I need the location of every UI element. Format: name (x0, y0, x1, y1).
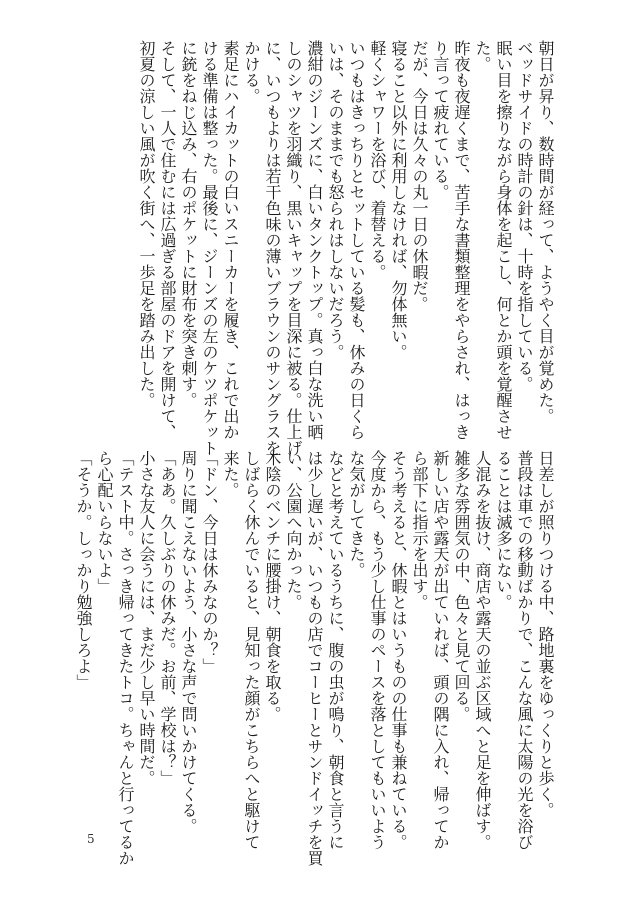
text-line: 濃紺のジーンズに、白いタンクトップ。真っ白な洗い晒 (305, 40, 324, 440)
text-line: ベッドサイドの時計の針は、十時を指している。 (515, 40, 534, 392)
text-line: 軽くシャワーを浴び、着替える。 (368, 40, 387, 280)
text-line: 寝ること以外に利用しなければ、勿体無い。 (389, 40, 408, 360)
text-line: り言って疲れている。 (431, 40, 450, 200)
text-line: 普段は車での移動ばかりで、こんな風に太陽の光を浴び (515, 450, 534, 850)
text-line: 昨夜も夜遅くまで、苦手な書類整理をやらされ、はっき (452, 40, 471, 440)
text-line: などと考えているうちに、腹の虫が鳴り、朝食と言うに (326, 450, 345, 850)
text-line: 「テスト中。さっき帰ってきたトコ。ちゃんと行ってるか (116, 450, 135, 866)
text-line: 来た。 (221, 450, 240, 498)
text-line: ることは滅多にない。 (494, 450, 513, 610)
text-line: は少し遅いが、いつもの店でコーヒーとサンドイッチを買 (305, 450, 324, 866)
text-line: に、いつもよりは若干色味の薄いブラウンのサングラスを (263, 40, 282, 456)
text-line: だが、今日は久々の丸一日の休暇だ。 (410, 40, 429, 312)
text-line: 周りに聞こえないよう、小さな声で問いかけてくる。 (179, 450, 198, 834)
text-line: 雑多な雰囲気の中、色々と見て回る。 (452, 450, 471, 722)
text-line: 木陰のベンチに腰掛け、朝食を取る。 (263, 450, 282, 722)
text-line: そう考えると、休暇とはいうものの仕事も兼ねている。 (389, 450, 408, 850)
text-line: 人混みを抜け、商店や露天の並ぶ区域へと足を伸ばす。 (473, 450, 492, 850)
text-line: そして、一人で住むには広過ぎる部屋のドアを開けて、 (158, 40, 177, 440)
page-number: 5 (87, 832, 95, 846)
text-line: 素足にハイカットの白いスニーカーを履き、これで出か (221, 40, 240, 440)
text-line: 新しい店や露天が出ていれば、頭の隅に入れ、帰ってか (431, 450, 450, 850)
text-line: しばらく休んでいると、見知った顔がこちらへと駆けて (242, 450, 261, 850)
text-block-bottom (74, 450, 556, 866)
text-line: に銃をねじ込み、右のポケットに財布を突き刺す。 (179, 40, 198, 408)
text-line: 眠い目を擦りながら身体を起こし、何とか頭を覚醒させ (494, 40, 513, 440)
text-line: ける準備は整った。最後に、ジーンズの左のケツポケット (200, 40, 219, 456)
text-line: な気がしてきた。 (347, 450, 366, 578)
text-line: 「ドン、今日は休みなのか？」 (200, 450, 219, 674)
text-line: 「ああ。久しぶりの休みだ。お前、学校は？」 (158, 450, 177, 786)
text-line: しのシャツを羽織り、黒いキャップを目深に被る。仕上げ (284, 40, 303, 456)
text-line: いは、そのままでも怒られはしないだろう。 (326, 40, 345, 360)
text-line: た。 (473, 40, 492, 72)
text-line: 初夏の涼しい風が吹く街へ、一歩足を踏み出した。 (137, 40, 156, 408)
text-line: ら部下に指示を出す。 (410, 450, 429, 610)
text-line: 小さな友人に会うには、まだ少し早い時間だ。 (137, 450, 156, 786)
text-line: 日差しが照りつける中、路地裏をゆっくりと歩く。 (536, 450, 555, 818)
text-line: 朝日が昇り、数時間が経って、ようやく目が覚めた。 (536, 40, 555, 424)
text-block-top (76, 40, 556, 456)
text-line: いつもはきっちりとセットしている髪も、休みの日くら (347, 40, 366, 440)
text-line: かける。 (242, 40, 261, 104)
text-line: い、公園へ向かった。 (284, 450, 303, 610)
text-line: 「そうか。しっかり勉強しろよ」 (74, 450, 93, 690)
text-line: 今度から、もう少し仕事のペースを落としてもいいよう (368, 450, 387, 850)
text-line: ら心配いらないよ」 (95, 450, 114, 594)
